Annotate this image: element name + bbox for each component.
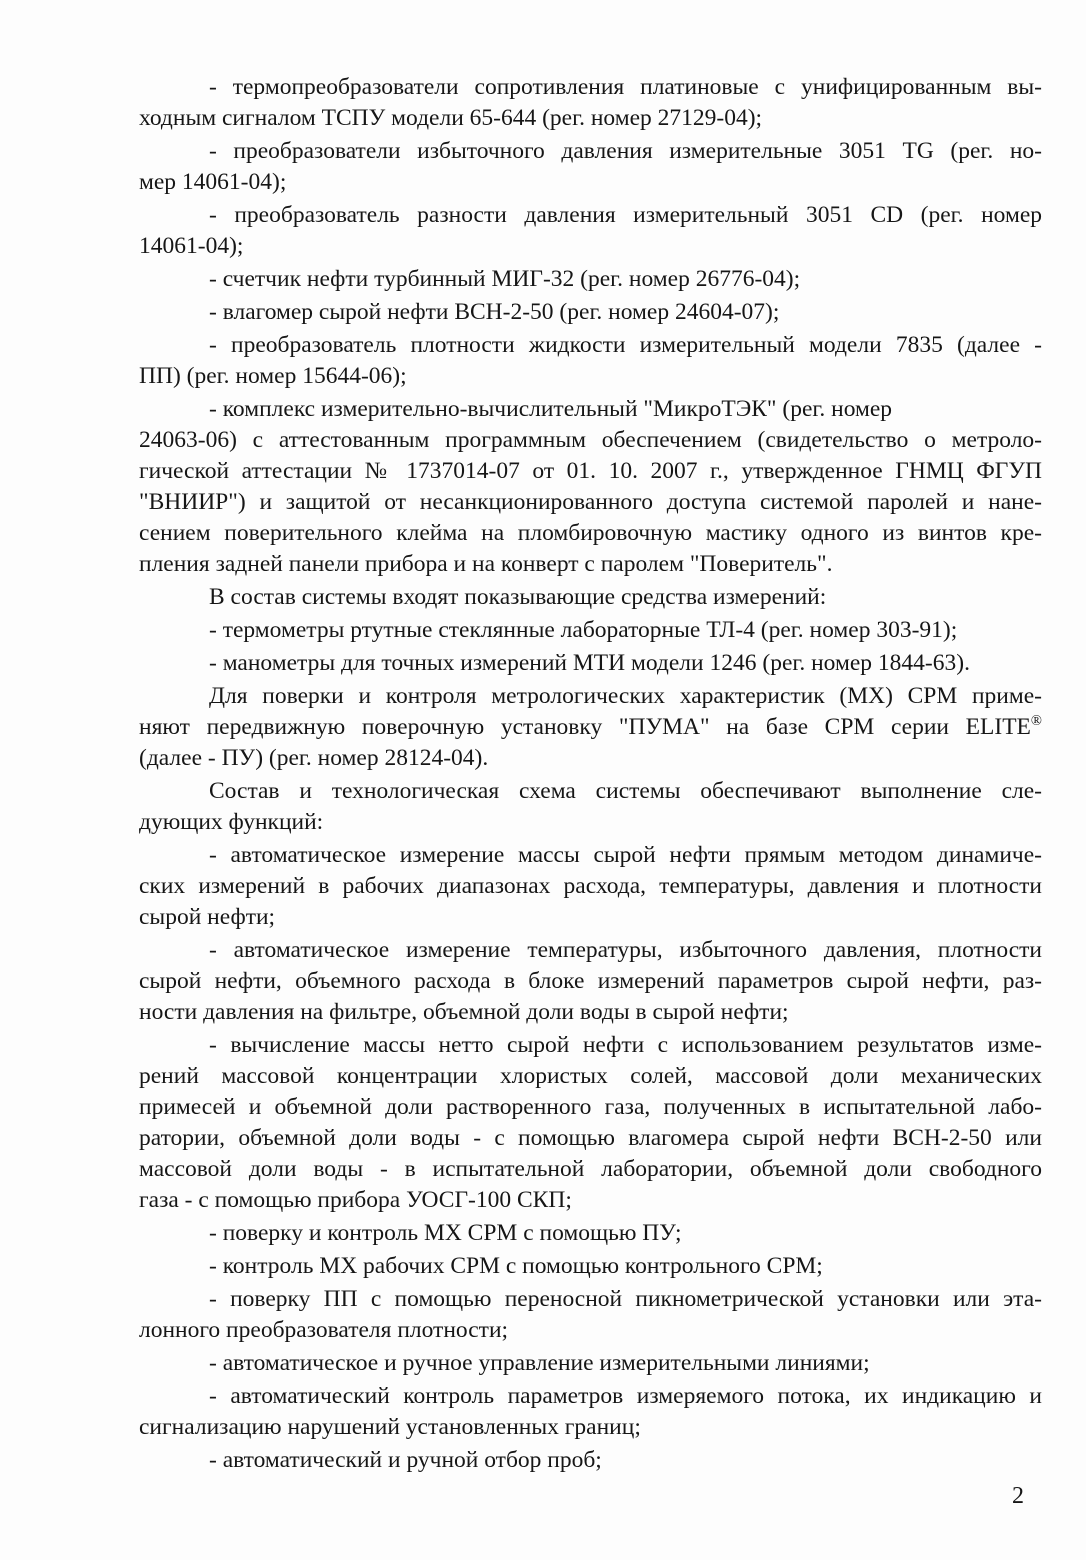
paragraph [139,394,1042,580]
text-line: - автоматический контроль параметров измеряемого потока, их индикацию и [209,1383,1042,1409]
paragraph [139,264,1042,295]
text-line: - преобразователи избыточного давления измерительные 3051 TG (рег. но- [209,138,1042,164]
text-line: сением поверительного клейма на пломбировочную мастику одного из винтов кре- [139,520,1042,546]
paragraph [139,1381,1042,1443]
registered-trademark-symbol: ® [1030,713,1042,730]
text-line: няют передвижную поверочную установку "ПУМА" на базе СРМ серии ELITE® [139,713,1042,740]
text-line: - термометры ртутные стеклянные лабораторные ТЛ-4 (рег. номер 303-91); [209,617,958,643]
text-line: - автоматическое измерение температуры, избыточного давления, плотности [209,937,1042,963]
text-line: - автоматическое измерение массы сырой нефти прямым методом динамиче- [209,842,1042,868]
paragraph [139,840,1042,933]
text-line: - счетчик нефти турбинный МИГ-32 (рег. номер 26776-04); [209,266,801,292]
text-line: ских измерений в рабочих диапазонах расхода, температуры, давления и плотности [139,873,1042,899]
paragraph [139,935,1042,1028]
text-line: ПП) (рег. номер 15644-06); [139,363,407,389]
paragraph [139,1445,1042,1476]
text-line: массовой доли воды - в испытательной лаборатории, объемной доли свободного [139,1156,1042,1182]
paragraph [139,330,1042,392]
text-line: ности давления на фильтре, объемной доли воды в сырой нефти; [139,999,789,1025]
text-line: (далее - ПУ) (рег. номер 28124-04). [139,745,489,771]
text-line: пления задней панели прибора и на конверт с паролем "Поверитель". [139,551,833,577]
text-line: 14061-04); [139,233,244,259]
paragraph [139,582,1042,613]
paragraph [139,136,1042,198]
text-line: дующих функций: [139,809,324,835]
text-line: - контроль МХ рабочих СРМ с помощью контрольного СРМ; [209,1253,823,1279]
page-number: 2 [1012,1483,1024,1509]
text-line: сигнализацию нарушений установленных границ; [139,1414,641,1440]
text-line: - преобразователь разности давления измерительный 3051 CD (рег. номер [209,202,1042,228]
text-line: 24063-06) с аттестованным программным обеспечением (свидетельство о метроло- [139,427,1042,453]
text-line: Для поверки и контроля метрологических характеристик (МХ) СРМ приме- [209,683,1042,709]
paragraph [139,1251,1042,1282]
document-body [139,72,1042,1478]
paragraph [139,200,1042,262]
text-line: "ВНИИР") и защитой от несанкционированного доступа системой паролей и нане- [139,489,1042,515]
text-line: - термопреобразователи сопротивления платиновые с унифицированным вы- [209,74,1042,100]
text-line: примесей и объемной доли растворенного газа, полученных в испытательной лабо- [139,1094,1042,1120]
text-line: сырой нефти, объемного расхода в блоке измерений параметров сырой нефти, раз- [139,968,1042,994]
paragraph [139,648,1042,679]
paragraph [139,776,1042,838]
paragraph [139,1218,1042,1249]
text-line: рений массовой концентрации хлористых солей, массовой доли механических [139,1063,1042,1089]
paragraph [139,1284,1042,1346]
text-line: гической аттестации № 1737014-07 от 01. 10. 2007 г., утвержденное ГНМЦ ФГУП [139,458,1042,484]
text-line: ратории, объемной доли воды - с помощью влагомера сырой нефти ВСН-2-50 или [139,1125,1042,1151]
text-line: - автоматический и ручной отбор проб; [209,1447,602,1473]
text-line: - преобразователь плотности жидкости измерительный модели 7835 (далее - [209,332,1042,358]
text-line: - манометры для точных измерений МТИ модели 1246 (рег. номер 1844-63). [209,650,970,676]
text-line: В состав системы входят показывающие средства измерений: [209,584,827,610]
text-line: - вычисление массы нетто сырой нефти с использованием результатов изме- [209,1032,1042,1058]
text-line: ходным сигналом ТСПУ модели 65-644 (рег. номер 27129-04); [139,105,763,131]
paragraph [139,72,1042,134]
text-line: сырой нефти; [139,904,276,930]
text-line: - поверку и контроль МХ СРМ с помощью ПУ; [209,1220,682,1246]
paragraph [139,1348,1042,1379]
paragraph [139,681,1042,774]
text-line: - комплекс измерительно-вычислительный "МикроТЭК" (рег. номер [209,396,893,422]
text-line: - поверку ПП с помощью переносной пикнометрической установки или эта- [209,1286,1042,1312]
text-line: газа - с помощью прибора УОСГ-100 СКП; [139,1187,572,1213]
text-line: Состав и технологическая схема системы обеспечивают выполнение сле- [209,778,1042,804]
paragraph [139,1030,1042,1216]
paragraph [139,297,1042,328]
text-line: мер 14061-04); [139,169,287,195]
text-line: - влагомер сырой нефти ВСН-2-50 (рег. номер 24604-07); [209,299,780,325]
paragraph [139,615,1042,646]
text-line: - автоматическое и ручное управление измерительными линиями; [209,1350,870,1376]
text-line: лонного преобразователя плотности; [139,1317,509,1343]
